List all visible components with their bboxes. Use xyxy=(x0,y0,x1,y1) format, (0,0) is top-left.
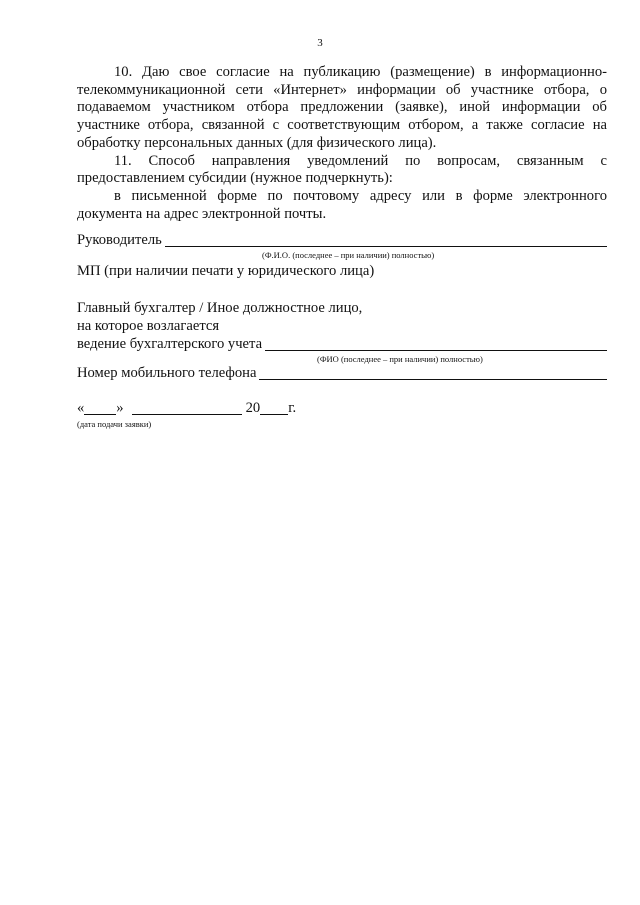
date-hint: (дата подачи заявки) xyxy=(77,419,152,429)
accountant-line-1: Главный бухгалтер / Иное должностное лицо, xyxy=(77,300,363,316)
date-row xyxy=(77,400,296,417)
accountant-line-3: ведение бухгалтерского учета xyxy=(77,336,263,352)
accountant-hint: (ФИО (последнее – при наличии) полностью) xyxy=(317,354,483,364)
head-hint: (Ф.И.О. (последнее – при наличии) полностью) xyxy=(262,250,435,260)
date-year-suffix: г. xyxy=(288,400,297,416)
date-open-quote: « xyxy=(77,400,85,416)
date-day-blank[interactable] xyxy=(84,401,116,415)
date-month-blank[interactable] xyxy=(132,401,242,415)
paragraph-11-option: в письменной форме по почтовому адресу или в форме электронного документа на адрес электронной почты. xyxy=(77,187,607,222)
date-year-blank[interactable] xyxy=(260,401,288,415)
seal-text: МП (при наличии печати у юридического лица) xyxy=(77,263,375,279)
accountant-signature-block xyxy=(77,299,607,382)
head-signature-block xyxy=(77,232,607,280)
date-year-prefix: 20 xyxy=(245,400,261,416)
head-label: Руководитель xyxy=(77,232,162,248)
page-number: 3 xyxy=(317,37,323,49)
phone-line[interactable] xyxy=(259,365,607,380)
paragraph-11: 11. Способ направления уведомлений по вопросам, связанным с предоставлением субсидии (нужное подчеркнуть): xyxy=(77,152,607,187)
date-close-quote: » xyxy=(116,400,124,416)
consent-section xyxy=(77,64,607,223)
head-signature-line[interactable] xyxy=(165,232,607,247)
phone-label: Номер мобильного телефона xyxy=(77,365,257,381)
paragraph-10: 10. Даю свое согласие на публикацию (размещение) в информационно-телекоммуникационной сети «Интернет» информации об участнике отбора, о подаваемом участником отбора предложении (заявке), иной информации об участнике отбора, связанной с соответствующим отбором, а также согласие на обработку персональных данных (для физического лица). xyxy=(77,64,607,151)
accountant-line-2: на которое возлагается xyxy=(77,318,220,334)
accountant-signature-line[interactable] xyxy=(265,336,607,351)
